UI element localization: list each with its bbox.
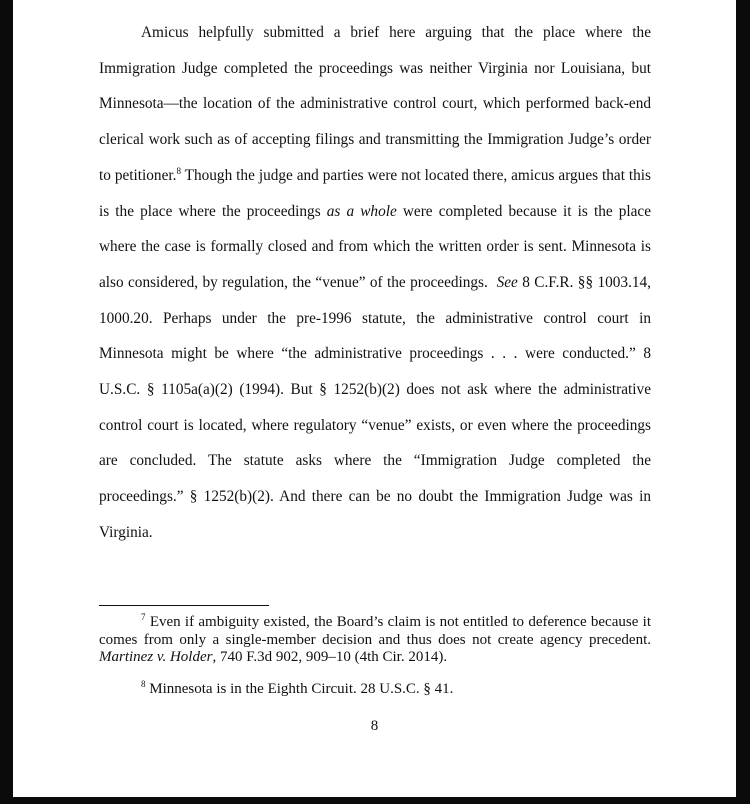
page-number: 8 xyxy=(370,718,379,734)
footnote-7 xyxy=(99,614,651,667)
footnote-ref-8: 8 xyxy=(176,165,181,176)
sentence-formally-closed: were completed because it is the place where the case is formally closed and from which the written order is sent. Minnesota is also considered, by regulation, the “venue” of the proceedings. xyxy=(99,202,651,291)
previous-paragraph-fragment xyxy=(99,0,667,8)
case-citation: , 740 F.3d 902, 909–10 (4th Cir. 2014). xyxy=(212,649,448,665)
sentence-judge-parties: Though the judge and parties were not located there, amicus argues that this is the place where the proceedings xyxy=(99,166,651,220)
footnote-divider xyxy=(99,605,269,606)
sentence-amicus: Amicus helpfully submitted a brief here arguing that the place where the Immigration Judge completed the proceedings was neither Virginia nor Louisiana, but Minnesota—the location of the administrative control court, which performed back-end clerical work such as of accepting filings and transmitting the Immigration Judge’s order to petitioner. xyxy=(99,24,651,184)
footnote-text: Even if ambiguity existed, the Board’s claim is not entitled to deference because it comes from only a single-member decision and thus does not create agency precedent. xyxy=(99,614,652,648)
document-page xyxy=(13,0,736,797)
footnote-8 xyxy=(99,681,651,699)
case-name: Martinez v. Holder xyxy=(99,649,213,665)
footnote-number: 7 xyxy=(141,612,146,622)
see-signal: See xyxy=(496,273,518,291)
body-paragraph xyxy=(99,15,651,551)
citation-cfr: 8 C.F.R. §§ 1003.14, 1000.20. xyxy=(99,273,652,327)
footnote-number: 8 xyxy=(141,679,146,689)
sentence-pre-1996: Perhaps under the pre-1996 statute, the administrative control court in Minnesota might be where “the administrative proceedings . . . were conducted.” 8 U.S.C. § 1105a(a)(2) (1994). But § 1252(b)(2) does not ask where the administrative control court is located, where regulatory “venue” exists, or even where the proceedings are concluded. The statute asks where the “Immigration Judge completed the proceedings.” § 1252(b)(2). And there can be no doubt the Immigration Judge was in Virginia. xyxy=(99,309,651,541)
italic-as-a-whole: as a whole xyxy=(326,202,397,220)
footnote-text: Minnesota is in the Eighth Circuit. 28 U.S.C. § 41. xyxy=(149,681,454,697)
